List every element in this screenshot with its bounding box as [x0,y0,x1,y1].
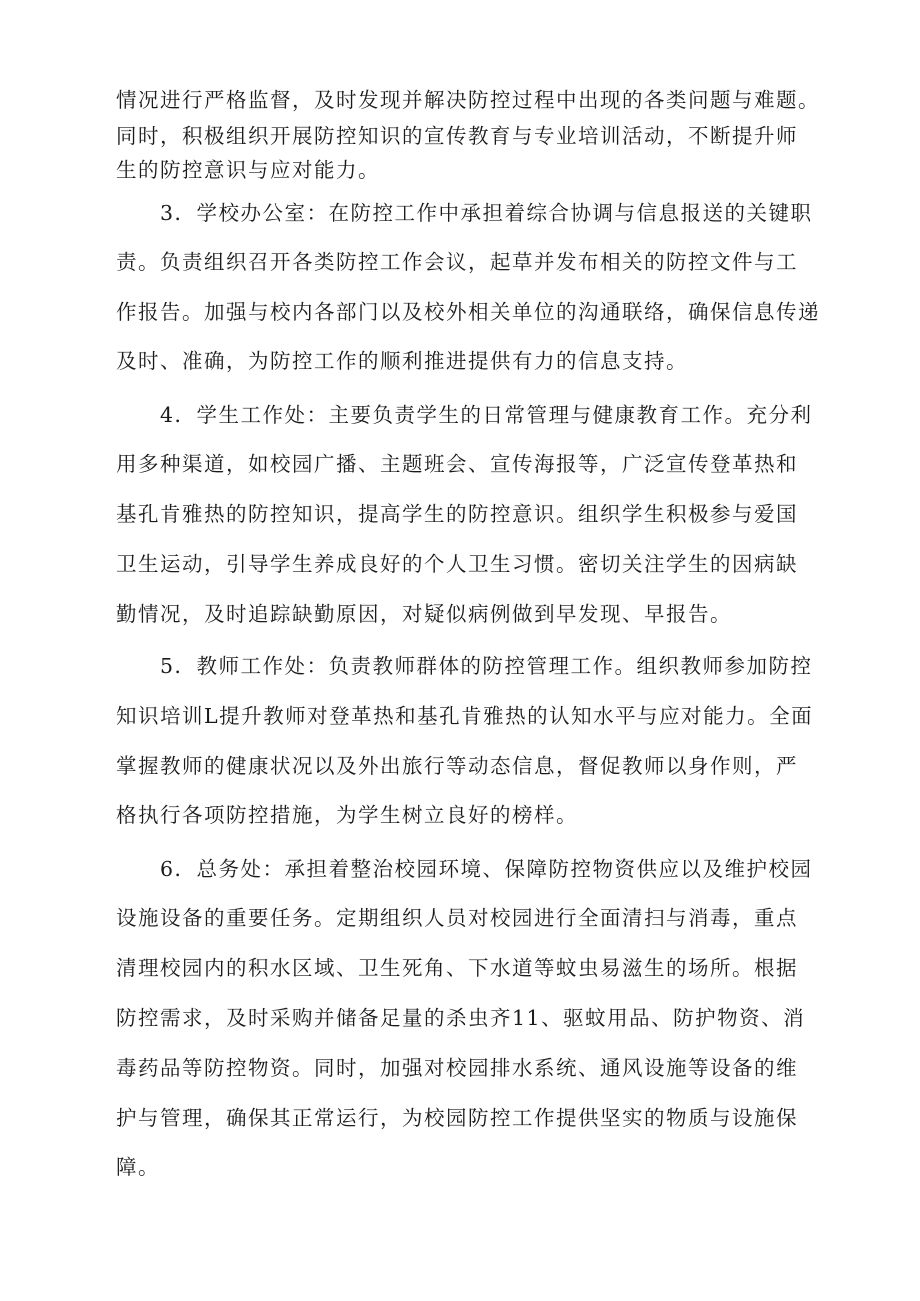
text-line: 设施设备的重要任务。定期组织人员对校园进行全面清扫与消毒，重点 [116,906,798,930]
text-line: 用多种渠道，如校园广播、主题班会、宣传海报等，广泛宣传登革热和 [116,452,798,476]
text-line: 情况进行严格监督，及时发现并解决防控过程中出现的各类问题与难题。 [116,88,820,112]
text-line: 障。 [116,1155,160,1179]
text-line: 毒药品等防控物资。同时，加强对校园排水系统、通风设施等设备的维 [116,1056,798,1080]
text-line: 掌握教师的健康状况以及外出旅行等动态信息，督促教师以身作则，严 [116,754,798,778]
paragraph-6-start: 6．总务处：承担着整治校园环境、保障防控物资供应以及维护校园 [160,857,813,881]
text-line: 及时、准确，为防控工作的顺利推进提供有力的信息支持。 [116,349,688,373]
text-line: 勤情况，及时追踪缺勤原因，对疑似病例做到早发现、早报告。 [116,602,732,626]
text-line: 清理校园内的积水区域、卫生死角、下水道等蚊虫易滋生的场所。根据 [116,956,798,980]
text-line: 同时，积极组织开展防控知识的宣传教育与专业培训活动，不断提升师 [116,124,798,148]
paragraph-4-start: 4．学生工作处：主要负责学生的日常管理与健康教育工作。充分利 [160,403,813,427]
text-line: 卫生运动，引导学生养成良好的个人卫生习惯。密切关注学生的因病缺 [116,552,798,576]
text-line: 护与管理，确保其正常运行，为校园防控工作提供坚实的物质与设施保 [116,1106,798,1130]
text-line: 知识培训L提升教师对登革热和基孔肯雅热的认知水平与应对能力。全面 [116,704,814,728]
text-line: 生的防控意识与应对能力。 [116,158,380,182]
text-line: 格执行各项防控措施，为学生树立良好的榜样。 [116,803,578,827]
text-line: 责。负责组织召开各类防控工作会议，起草并发布相关的防控文件与工 [116,250,798,274]
text-line: 作报告。加强与校内各部门以及校外相关单位的沟通联络，确保信息传递 [116,300,820,324]
paragraph-5-start: 5．教师工作处：负责教师群体的防控管理工作。组织教师参加防控 [160,654,813,678]
text-line: 基孔肯雅热的防控知识，提高学生的防控意识。组织学生积极参与爱国 [116,502,798,526]
paragraph-3-start: 3．学校办公室：在防控工作中承担着综合协调与信息报送的关键职 [160,201,813,225]
text-line: 防控需求，及时采购并储备足量的杀虫齐11、驱蚊用品、防护物资、消 [116,1006,806,1030]
